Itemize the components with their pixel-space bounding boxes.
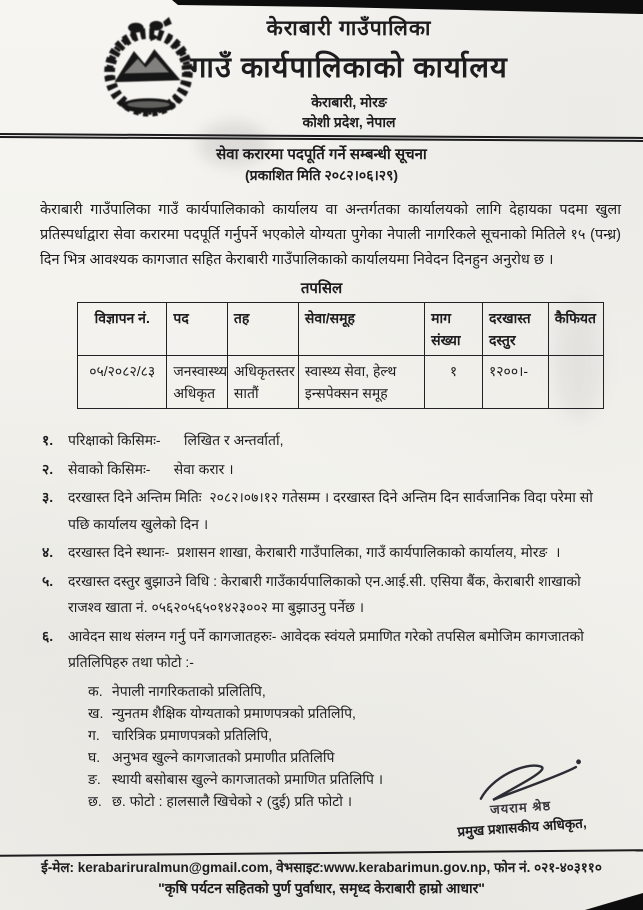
cell-advert-no: ०५/२०८२/८३ [78,356,167,409]
footer-contact-line: ई-मेल: kerabariruralmun@gmail.com, वेभसाइट:www.kerabarimun.gov.np, फोन नं. ०२१-४०३११० [41,860,602,875]
footer-slogan: "कृषि पर्यटन सहितको पुर्ण पुर्वाधार, समृध्द केराबारी हाम्रो आधार" [158,880,485,896]
table-header-row [78,303,604,356]
municipality-name: केराबारी गाउँपालिका [266,17,432,40]
sublist-item-text: चारित्रिक प्रमाणपत्रको प्रतिलिपि, [112,726,273,743]
list-item-number: ४. [42,544,54,560]
table-caption: तपसिल [300,280,343,297]
vacancy-table [77,302,604,409]
office-name: गाउँ कार्यपालिकाको कार्यालय [190,52,508,84]
intro-paragraph: केराबारी गाउँपालिका गाउँ कार्यपालिकाको कार्यालय वा अन्तर्गतका कार्यालयको लागि देहायका पदमा खुला प्रतिस्पर्धाद्वारा सेवा करारमा पदपूर्ति गर्नुपर्ने भएकोले योग्यता पुगेका नेपाली नागरिकले सूचनाको मितिले १५ (पन्ध्र) दिन भित्र आवश्यक कागजात सहित केराबारी गाउँपालिकाको कार्यालयमा निवेदन दिनहुन अनुरोध छ । [40,202,626,268]
signature-block [413,755,628,843]
list-item-text: दरखास्त दिने अन्तिम मितिः २०८२।०७।१२ गतेसम्म । दरखास्त दिने अन्तिम दिन सार्वजानिक विदा परेमा सो पछि कार्यालय खुलेको दिन । [68,489,597,532]
list-item [42,539,617,566]
cell-application-fee: १२००।- [482,356,548,409]
sublist-item-letter: घ. [88,748,101,765]
sublist-item [88,680,613,702]
sublist-item-text: नेपाली नागरिकताको प्रलितिपि, [112,682,266,699]
cell-remarks [548,356,603,409]
sublist-item-text: न्युनतम शैक्षिक योग्यताको प्रमाणपत्रको प्रतिलिपि, [112,704,356,721]
col-remarks: कैफियत [548,303,603,356]
list-item-number: ५. [42,572,54,589]
list-item [42,568,617,621]
table-row [78,356,604,409]
list-item [42,623,617,676]
list-item-text: दरखास्त दस्तुर बुझाउने विधि : केराबारी गाउँकार्यपालिकाको एन.आई.सी. एसिया बैंक, केराबारी शाखाको राजश्व खाता नं. ०५६२०५६५०१४२३००२ मा बुझाउनु पर्नेछ । [68,572,585,615]
col-service-group: सेवा/समूह [298,303,424,356]
list-item-number: ३. [42,489,54,505]
scan-artifact-corner [583,890,643,910]
published-date: (प्रकाशित मिति २०८२।०६।२९) [244,167,399,183]
cell-level: अधिकृतस्तर सातौं [227,356,298,409]
letterhead [0,14,643,132]
cell-post: जनस्वास्थ्य अधिकृत [167,356,227,409]
sublist-item-text: छ. फोटो : हालसालै खिचेको २ (दुई) प्रति फोटो । [112,792,353,809]
province-line: कोशी प्रदेश, नेपाल [302,114,396,130]
sublist-item-text: स्थायी बसोबास खुल्ने कागजातको प्रमाणित प्रतिलिपि । [112,770,384,787]
sublist-item [88,702,613,724]
cell-service-group: स्वास्थ्य सेवा, हेल्थ इन्सपेक्सन समूह [298,356,424,409]
list-item [42,456,617,483]
address-line: केराबारी, मोरङ [311,94,387,110]
sublist-item-text: अनुभव खुल्ने कागजातको प्रमाणीत प्रतिलिपि [112,748,335,765]
col-application-fee: दरखास्त दस्तुर [482,303,548,356]
col-advert-no: विज्ञापन नं. [78,303,167,356]
list-item-number: ६. [42,627,54,644]
sublist-item-letter: क. [88,682,103,699]
col-demand-count: माग संख्या [425,303,483,356]
list-item-text: दरखास्त दिने स्थानः- प्रशासन शाखा, केराबारी गाउँपालिका, गाउँ कार्यपालिकाको कार्यालय, मोरङ । [68,544,561,560]
list-item-text: आवेदन साथ संलग्न गर्नु पर्ने कागजातहरुः- आवेदक स्वंयले प्रमाणित गरेको तपसिल बमोजिम कागजातको प्रतिलिपिहरु तथा फोटो :- [68,627,588,670]
list-item-text: सेवाको किसिमः- सेवा करार । [68,460,234,477]
list-item-text: परिक्षाको किसिमः- लिखित र अन्तर्वार्ता, [68,432,284,448]
col-post: पद [167,303,227,356]
signatory-title: प्रमुख प्रशासकीय अधिकृत, [456,815,588,840]
footer [0,852,643,910]
conditions-list [42,427,617,676]
sublist-item-letter: ङ. [88,770,101,787]
notice-title: सेवा करारमा पदपूर्ति गर्ने सम्बन्धी सूचना [216,146,427,163]
sublist-item-letter: ख. [88,704,104,721]
sublist-item-letter: छ. [88,792,102,809]
list-item [42,427,617,454]
header-divider [0,133,643,142]
list-item [42,484,617,537]
cell-demand-count: १ [425,356,483,409]
footer-divider [0,849,643,857]
sublist-item-letter: ग. [88,726,100,743]
list-item-number: २. [42,460,54,477]
sublist-item [88,724,613,746]
list-item-number: १. [42,432,54,448]
col-level: तह [227,303,298,356]
signatory-name: जयराम श्रेष्ठ [489,797,552,818]
